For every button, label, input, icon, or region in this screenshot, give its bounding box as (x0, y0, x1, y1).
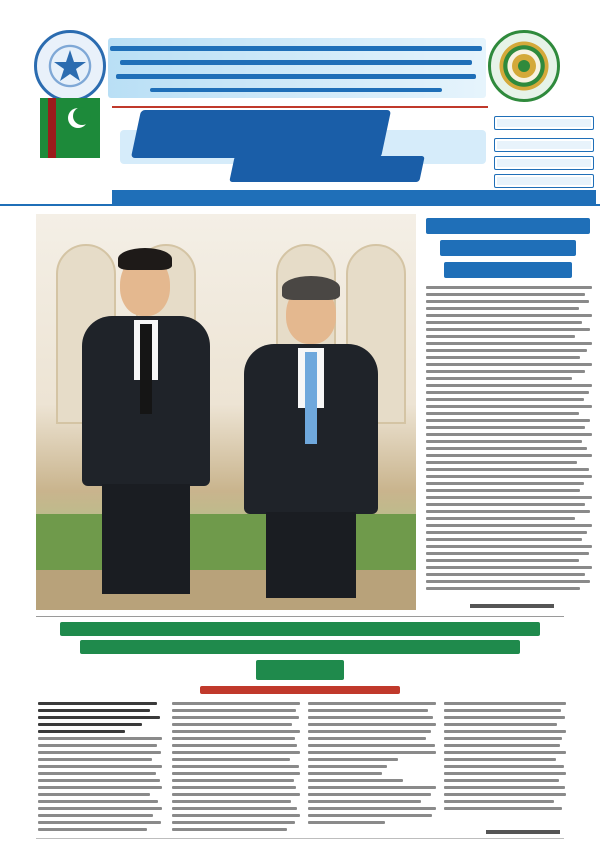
banner-text-line (120, 60, 472, 65)
section-divider (36, 616, 564, 617)
second-article-col-1 (38, 702, 162, 835)
second-headline-line-1 (60, 622, 540, 636)
page-bottom-rule (36, 838, 564, 839)
weekday-box (494, 174, 594, 188)
year-box (494, 138, 594, 152)
date-box (494, 156, 594, 170)
emblem-icon (506, 48, 542, 84)
second-continued-note (486, 830, 560, 834)
second-dateline (200, 686, 400, 694)
second-article-col-2 (172, 702, 300, 835)
lead-article-body (426, 286, 592, 594)
publisher-bar (112, 190, 596, 204)
regional-emblem-icon (488, 30, 560, 102)
lead-headline-line-1 (426, 218, 590, 234)
second-article-col-4 (444, 702, 566, 814)
turkmenistan-flag-icon (40, 98, 100, 158)
person-left (76, 244, 216, 604)
second-headline-line-3 (256, 660, 344, 680)
star-icon (52, 48, 88, 84)
lead-photo (36, 214, 416, 610)
issue-number-box (494, 116, 594, 130)
title-word-main (131, 110, 391, 158)
title-word-sub (229, 156, 425, 182)
masthead (0, 0, 600, 210)
banner-text-line (150, 88, 442, 92)
banner-text-line (110, 46, 482, 51)
person-right (236, 274, 386, 604)
second-headline-line-2 (80, 640, 520, 654)
lead-continued-note (470, 604, 554, 608)
masthead-rule (0, 204, 600, 206)
national-seal-icon (34, 30, 106, 102)
second-article-col-3 (308, 702, 436, 828)
banner-text-line (116, 74, 476, 79)
lead-headline-line-3 (444, 262, 572, 278)
lead-headline-line-2 (440, 240, 576, 256)
newspaper-title (112, 110, 492, 180)
motto-rule (112, 106, 488, 108)
flag-ornament-stripe (48, 98, 56, 158)
